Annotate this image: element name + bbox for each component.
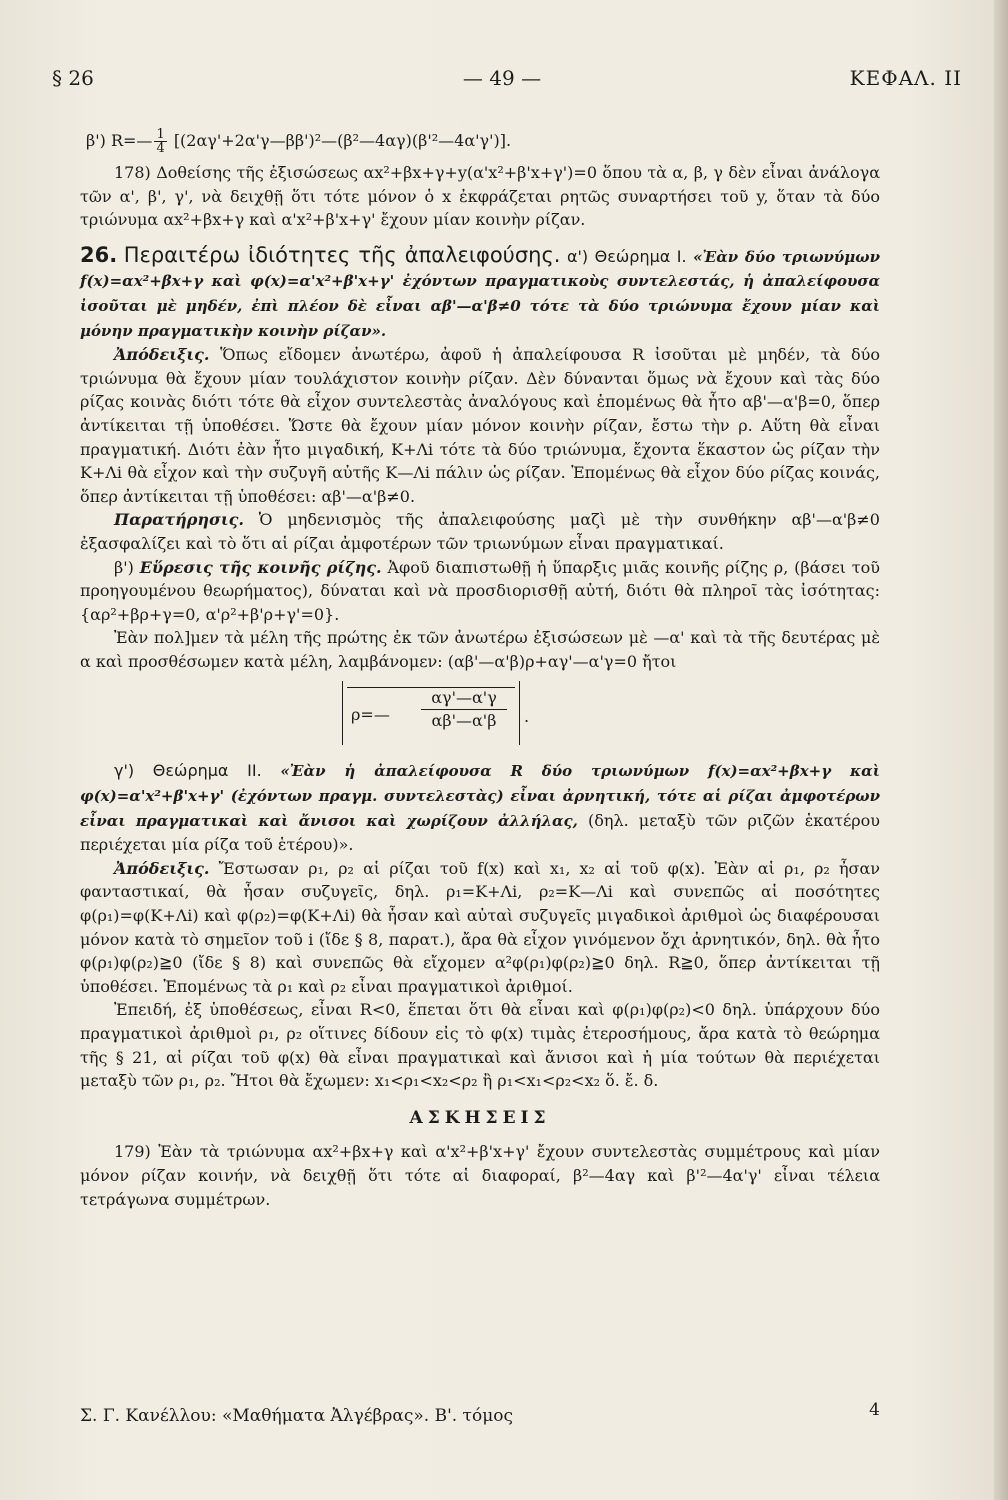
remark-text: Ὁ μηδενισμὸς τῆς ἀπαλειφούσης μαζὶ μὲ τὴν συνθήκην αβ'—α'β≠0 ἐξασφαλίζει καὶ τὸ ὅτι αἱ ρίζαι ἀμφοτέρων τῶν τριωνύμων εἶναι πραγματικαί. (80, 510, 880, 553)
finding-common-root (80, 556, 880, 627)
quarter-fraction (154, 128, 166, 155)
theorem-2-rest: (δηλ. μεταξὺ τῶν ριζῶν ἑκατέρου περιέχεται μία ρίζα τοῦ ἑτέρου)». (80, 810, 881, 855)
formula-frame (342, 681, 520, 745)
exercise-179: 179) Ἐὰν τὰ τριώνυμα αx²+βx+γ καὶ α'x²+β'x+γ' ἔχουν συντελεστὰς συμμέτρους καὶ μίαν μόνον ρίζαν κοινήν, νὰ δειχθῇ ὅτι τότε αἱ διαφοραί, β²—4αγ καὶ β'²—4α'γ' εἶναι τέλεια τετράγωνα συμμέτρων. (80, 1142, 880, 1209)
remark-label: Παρατήρησις. (114, 510, 244, 530)
beta2-text: Ἀφοῦ διαπιστωθῇ ἡ ὕπαρξις μιᾶς κοινῆς ρίζης ρ, (βάσει τοῦ προηγουμένου θεωρήματος), δύναται καὶ νὰ προσδιορισθῇ αὐτή, διότι θὰ πληροῖ τὰς ἰσότητας: {αρ²+βρ+γ=0, α'ρ²+β'ρ+γ'=0}. (80, 557, 881, 624)
section-26-heading (80, 244, 880, 343)
proof-1 (80, 343, 880, 508)
header-section: § 26 (52, 66, 94, 90)
root-formula-box (80, 681, 880, 753)
page-body (80, 128, 880, 1211)
exercise-178: 178) Δοθείσης τῆς ἐξισώσεως αx²+βx+γ+y(α'x²+β'x+γ')=0 ὅπου τὰ α, β, γ δὲν εἶναι ἀνάλογα τῶν α', β', γ', νὰ δειχθῇ ὅτι τότε μόνον ὁ x ἐκφράζεται ρητῶς συναρτήσει τοῦ y, ὅταν τὰ δύο τριώνυμα αx²+βx+γ καὶ α'x²+β'x+γ' ἔχουν μίαν κοινὴν ρίζαν. (80, 163, 880, 230)
formula-fraction (421, 687, 507, 732)
fraction-denominator: 4 (156, 141, 165, 156)
proof-2 (80, 857, 880, 999)
formula-rho: ρ=— (351, 705, 390, 725)
page-edge (994, 0, 1008, 1500)
remark (80, 508, 880, 555)
formula-denominator: αβ'—α'β (431, 711, 497, 731)
header-chapter: ΚΕΦΑΛ. ΙΙ (849, 66, 962, 90)
beta-label: β') R=— (86, 131, 153, 150)
theorem-2-label: γ') Θεώρημα ΙΙ. (114, 761, 262, 781)
theorem-2 (80, 759, 880, 856)
fraction-numerator: 1 (156, 127, 165, 142)
proof-2-label: Ἀπόδειξις. (114, 858, 210, 878)
exercises-heading: ΑΣΚΗΣΕΙΣ (409, 1107, 551, 1128)
beta2-label: β') (114, 557, 134, 577)
footer-signature: 4 (869, 1400, 880, 1420)
formula-numerator: αγ'—α'γ (421, 687, 507, 710)
section-number: 26. (80, 242, 118, 267)
section-title: Περαιτέρω ἰδιότητες τῆς ἀπαλειφούσης. (123, 242, 561, 267)
footer-author: Σ. Γ. Κανέλλου: «Μαθήματα Ἀλγέβρας». Β'. τόμος (80, 1406, 513, 1426)
multiply-paragraph: Ἐὰν πολ]μεν τὰ μέλη τῆς πρώτης ἐκ τῶν ἀνωτέρω ἐξισώσεων μὲ —α' καὶ τὰ τῆς δευτέρας μὲ α καὶ προσθέσωμεν κατὰ μέλη, λαμβάνομεν: (αβ'—α'β)ρ+αγ'—α'γ=0 ἤτοι (80, 628, 880, 671)
page-header (52, 66, 962, 100)
proof-1-text: Ὅπως εἴδομεν ἀνωτέρω, ἀφοῦ ἡ ἀπαλείφουσα R ἰσοῦται μὲ μηδέν, τὰ δύο τριώνυμα θὰ ἔχουν μίαν τουλάχιστον κοινὴν ρίζαν. Δὲν δύνανται ὅμως νὰ ἔχουν καὶ τὰς δύο ρίζας κοινὰς διότι τότε θὰ εἶχον συντελεστὰς ἀναλόγους καὶ ἑπομένως θὰ ἦτο αβ'—α'β=0, ὅπερ ἀντίκειται τῇ ὑποθέσει. Ὥστε θὰ ἔχουν μίαν μόνον κοινὴν ρίζαν, ἔστω τὴν ρ. Αὕτη θὰ εἶναι πραγματική. Διότι ἐὰν ἦτο μιγαδική, K+Λi τότε τὰ δύο τριώνυμα, ἔχοντα ἕκαστον ὡς ρίζαν τὴν K+Λi θὰ εἶχον καὶ τὴν συζυγῆ αὐτῆς K—Λi πάλιν ὡς ρίζαν. Ἑπομένως θὰ εἶχον δύο ρίζας κοινάς, ὅπερ ἀντίκειται τῇ ὑποθέσει: αβ'—α'β≠0. (80, 345, 880, 506)
beta-rest: [(2αγ'+2α'γ—ββ')²—(β²—4αγ)(β'²—4α'γ')]. (173, 131, 512, 150)
formula-period: . (524, 707, 530, 727)
beta2-title: Εὕρεσις τῆς κοινῆς ρίζης. (139, 557, 382, 577)
theorem-2-statement: «Ἐὰν ἡ ἀπαλείφουσα R δύο τριωνύμων f(x)=αx²+βx+γ καὶ φ(x)=α'x²+β'x+γ' (ἐχόντων πραγμ. συντελεστὰς) εἶναι ἀρνητική, τότε αἱ ρίζαι ἀμφοτέρων εἶναι πραγματικαὶ καὶ ἄνισοι καὶ χωρίζουν ἀλλήλας, (80, 762, 880, 830)
header-page-number: — 49 — (462, 66, 542, 90)
proof-1-label: Ἀπόδειξις. (114, 345, 210, 365)
proof-2-text: Ἔστωσαν ρ₁, ρ₂ αἱ ρίζαι τοῦ f(x) καὶ x₁, x₂ αἱ τοῦ φ(x). Ἐὰν αἱ ρ₁, ρ₂ ἦσαν φανταστικαί, θὰ ἦσαν συζυγεῖς, δηλ. ρ₁=K+Λi, ρ₂=K—Λi καὶ συνεπῶς αἱ ποσότητες φ(ρ₁)=φ(K+Λi) καὶ φ(ρ₂)=φ(K+Λi) θὰ ἦσαν καὶ αὐταὶ συζυγεῖς μιγαδικοὶ ἀριθμοὶ ὡς διαφέρουσαι μόνον κατὰ τὸ σημεῖον τοῦ i (ἴδε § 8, παρατ.), ἄρα θὰ εἶχον γινόμενον ὄχι ἀρνητικόν, δηλ. θὰ ἦτο φ(ρ₁)φ(ρ₂)≧0 (ἴδε § 8) καὶ συνεπῶς θὰ εἴχομεν α²φ(ρ₁)φ(ρ₂)≧0 δηλ. R≧0, ὅπερ ἀντίκειται τῇ ὑποθέσει. Ἑπομένως τὰ ρ₁ καὶ ρ₂ εἶναι πραγματικοὶ ἀριθμοί. (80, 858, 881, 996)
theorem-1-label: α') Θεώρημα Ι. (566, 246, 687, 266)
beta-formula (80, 128, 880, 155)
theorem-1-statement: «Ἐὰν δύο τριωνύμων f(x)=αx²+βx+γ καὶ φ(x)=α'x²+β'x+γ' ἐχόντων πραγματικοὺς συντελεστάς, ἡ ἀπαλείφουσα ἰσοῦται μὲ μηδέν, ἐπὶ πλέον δὲ εἶναι αβ'—α'β≠0 τότε τὰ δύο τριώνυμα ἔχουν μίαν καὶ μόνην πραγματικὴν κοινὴν ρίζαν». (80, 247, 880, 340)
since-paragraph: Ἐπειδή, ἐξ ὑποθέσεως, εἶναι R<0, ἕπεται ὅτι θὰ εἶναι καὶ φ(ρ₁)φ(ρ₂)<0 δηλ. ὑπάρχουν δύο πραγματικοὶ ἀριθμοὶ ρ₁, ρ₂ οἵτινες δίδουν εἰς τὸ φ(x) τιμὰς ἑτεροσήμους, ἄρα κατὰ τὸ θεώρημα τῆς § 21, αἱ ρίζαι τοῦ φ(x) θὰ εἶναι πραγματικαὶ καὶ ἄνισοι καὶ ἡ μία τούτων θὰ περιέχεται μεταξὺ τῶν ρ₁, ρ₂. Ἤτοι θὰ ἔχωμεν: x₁<ρ₁<x₂<ρ₂ ἢ ρ₁<x₁<ρ₂<x₂ ὅ. ἔ. δ. (80, 1000, 880, 1091)
